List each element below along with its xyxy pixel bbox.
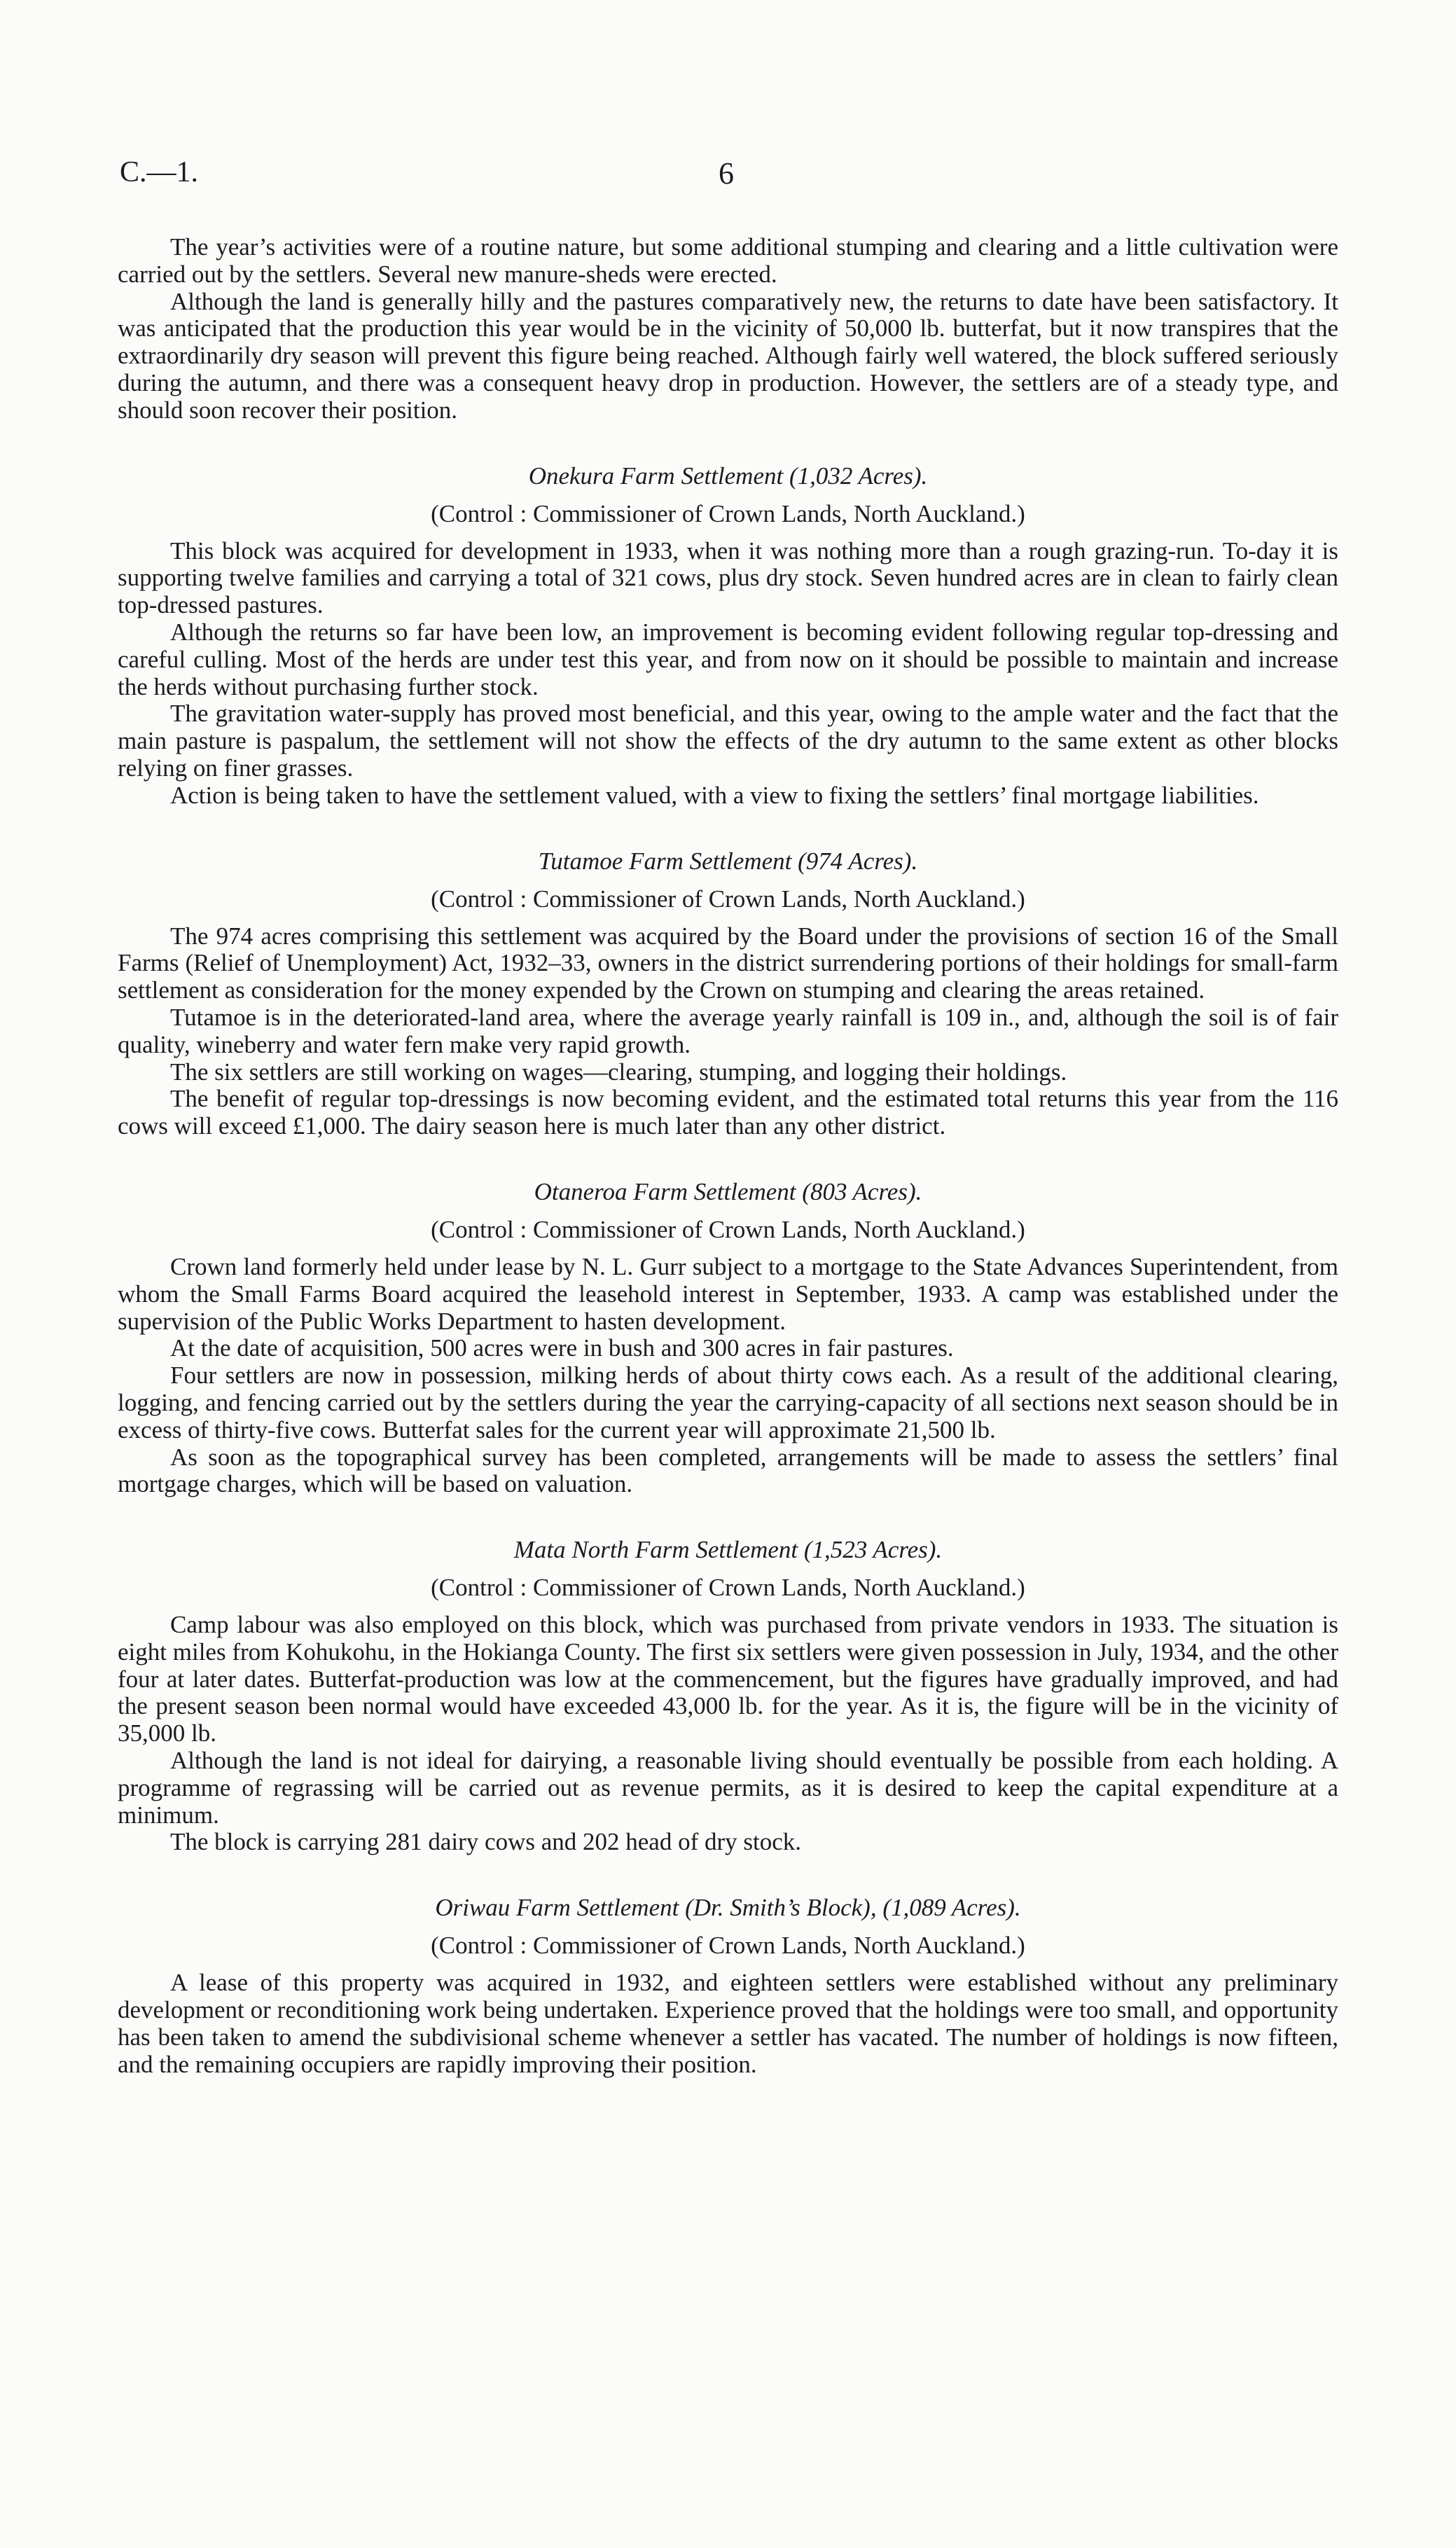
intro-paragraph: The year’s activities were of a routine nature, but some additional stumping and clearing and a little cultivation were carried out by the settlers. Several new manure-sheds were erected. [118, 233, 1338, 288]
paragraph: This block was acquired for development in 1933, when it was nothing more than a rough grazing-run. To-day it is supporting twelve families and carrying a total of 321 cows, plus dry stock. Seven hundred acres are in clean to fairly clean top-dressed pastures. [118, 536, 1338, 619]
section-mata-north [118, 1536, 1338, 1856]
paragraph: A lease of this property was acquired in 1932, and eighteen settlers were established without any preliminary development or reconditioning work being undertaken. Experience proved that the holdings were too small, and opportunity has been taken to amend the subdivisional scheme whenever a settler has vacated. The number of holdings is now fifteen, and the remaining occupiers are rapidly improving their position. [118, 1969, 1338, 2078]
paragraph: The 974 acres comprising this settlement was acquired by the Board under the provisions of section 16 of the Small Farms (Relief of Unemployment) Act, 1932–33, owners in the district surrendering portions of their holdings for small-farm settlement as consideration for the money expended by the Crown on stumping and clearing the areas retained. [118, 922, 1338, 1004]
section-control: (Control : Commissioner of Crown Lands, North Auckland.) [431, 885, 1025, 913]
section-title: Mata North Farm Settlement (1,523 Acres). [513, 1536, 943, 1564]
paragraph: Action is being taken to have the settlement valued, with a view to fixing the settlers’ final mortgage liabilities. [170, 781, 1259, 809]
section-control: (Control : Commissioner of Crown Lands, North Auckland.) [431, 1215, 1025, 1243]
paragraph: Tutamoe is in the deteriorated-land area, where the average yearly rainfall is 109 in., and, although the soil is of fair quality, wineberry and water fern make very rapid growth. [118, 1003, 1338, 1058]
section-control: (Control : Commissioner of Crown Lands, North Auckland.) [431, 1574, 1025, 1602]
section-control: (Control : Commissioner of Crown Lands, North Auckland.) [431, 1932, 1025, 1960]
section-onekura [118, 462, 1338, 810]
section-title: Onekura Farm Settlement (1,032 Acres). [528, 462, 928, 490]
document-reference: C.—1. [120, 156, 199, 188]
paragraph: As soon as the topographical survey has been completed, arrangements will be made to assess the settlers’ final mortgage charges, which will be based on valuation. [118, 1443, 1338, 1498]
page-number: 6 [719, 156, 734, 191]
paragraph: The six settlers are still working on wages—clearing, stumping, and logging their holdings. [170, 1058, 1067, 1086]
paragraph: At the date of acquisition, 500 acres were in bush and 300 acres in fair pastures. [170, 1334, 954, 1362]
paragraph: Four settlers are now in possession, milking herds of about thirty cows each. As a result of the additional clearing, logging, and fencing carried out by the settlers during the year the carrying-capacity of all sections next season should be in excess of thirty-five cows. Butterfat sales for the current year will approximate 21,500 lb. [118, 1362, 1338, 1443]
intro-paragraph: Although the land is generally hilly and the pastures comparatively new, the returns to date have been satisfactory. It was anticipated that the production this year would be in the vicinity of 50,000 lb. butterfat, but it now transpires that the extraordinarily dry season will prevent this figure being reached. Although fairly well watered, the block suffered seriously during the autumn, and there was a consequent heavy drop in production. However, the settlers are of a steady type, and should soon recover their position. [118, 287, 1338, 424]
paragraph: The block is carrying 281 dairy cows and 202 head of dry stock. [170, 1828, 802, 1856]
paragraph: The benefit of regular top-dressings is now becoming evident, and the estimated total returns this year from the 116 cows will exceed £1,000. The dairy season here is much later than any other district. [118, 1085, 1338, 1140]
section-otaneroa [118, 1178, 1338, 1498]
page-header [120, 155, 1338, 198]
paragraph: Although the land is not ideal for dairying, a reasonable living should eventually be possible from each holding. A programme of regrassing will be carried out as revenue permits, as it is desired to keep the capital expenditure at a minimum. [118, 1747, 1338, 1829]
paragraph: Camp labour was also employed on this block, which was purchased from private vendors in 1933. The situation is eight miles from Kohukohu, in the Hokianga County. The first six settlers were given possession in July, 1934, and the other four at later dates. Butterfat-production was low at the commencement, but the figures have gradually improved, and had the present season been normal would have exceeded 43,000 lb. for the year. As it is, the figure will be in the vicinity of 35,000 lb. [118, 1611, 1338, 1747]
paragraph: Crown land formerly held under lease by N. L. Gurr subject to a mortgage to the State Advances Superintendent, from whom the Small Farms Board acquired the leasehold interest in September, 1933. A camp was established under the supervision of the Public Works Department to hasten development. [118, 1252, 1338, 1335]
paragraph: Although the returns so far have been low, an improvement is becoming evident following regular top-dressing and careful culling. Most of the herds are under test this year, and from now on it should be possible to maintain and increase the herds without purchasing further stock. [118, 618, 1338, 700]
section-title: Otaneroa Farm Settlement (803 Acres). [534, 1177, 922, 1205]
section-control: (Control : Commissioner of Crown Lands, North Auckland.) [431, 499, 1025, 527]
paragraph: The gravitation water-supply has proved most beneficial, and this year, owing to the ample water and the fact that the main pasture is paspalum, the settlement will not show the effects of the dry autumn to the same extent as other blocks relying on finer grasses. [118, 700, 1338, 782]
section-oriwau [118, 1894, 1338, 2078]
section-tutamoe [118, 847, 1338, 1140]
document-body [118, 234, 1338, 2078]
section-title: Tutamoe Farm Settlement (974 Acres). [538, 847, 918, 875]
section-title: Oriwau Farm Settlement (Dr. Smith’s Block), (1,089 Acres). [435, 1894, 1021, 1922]
